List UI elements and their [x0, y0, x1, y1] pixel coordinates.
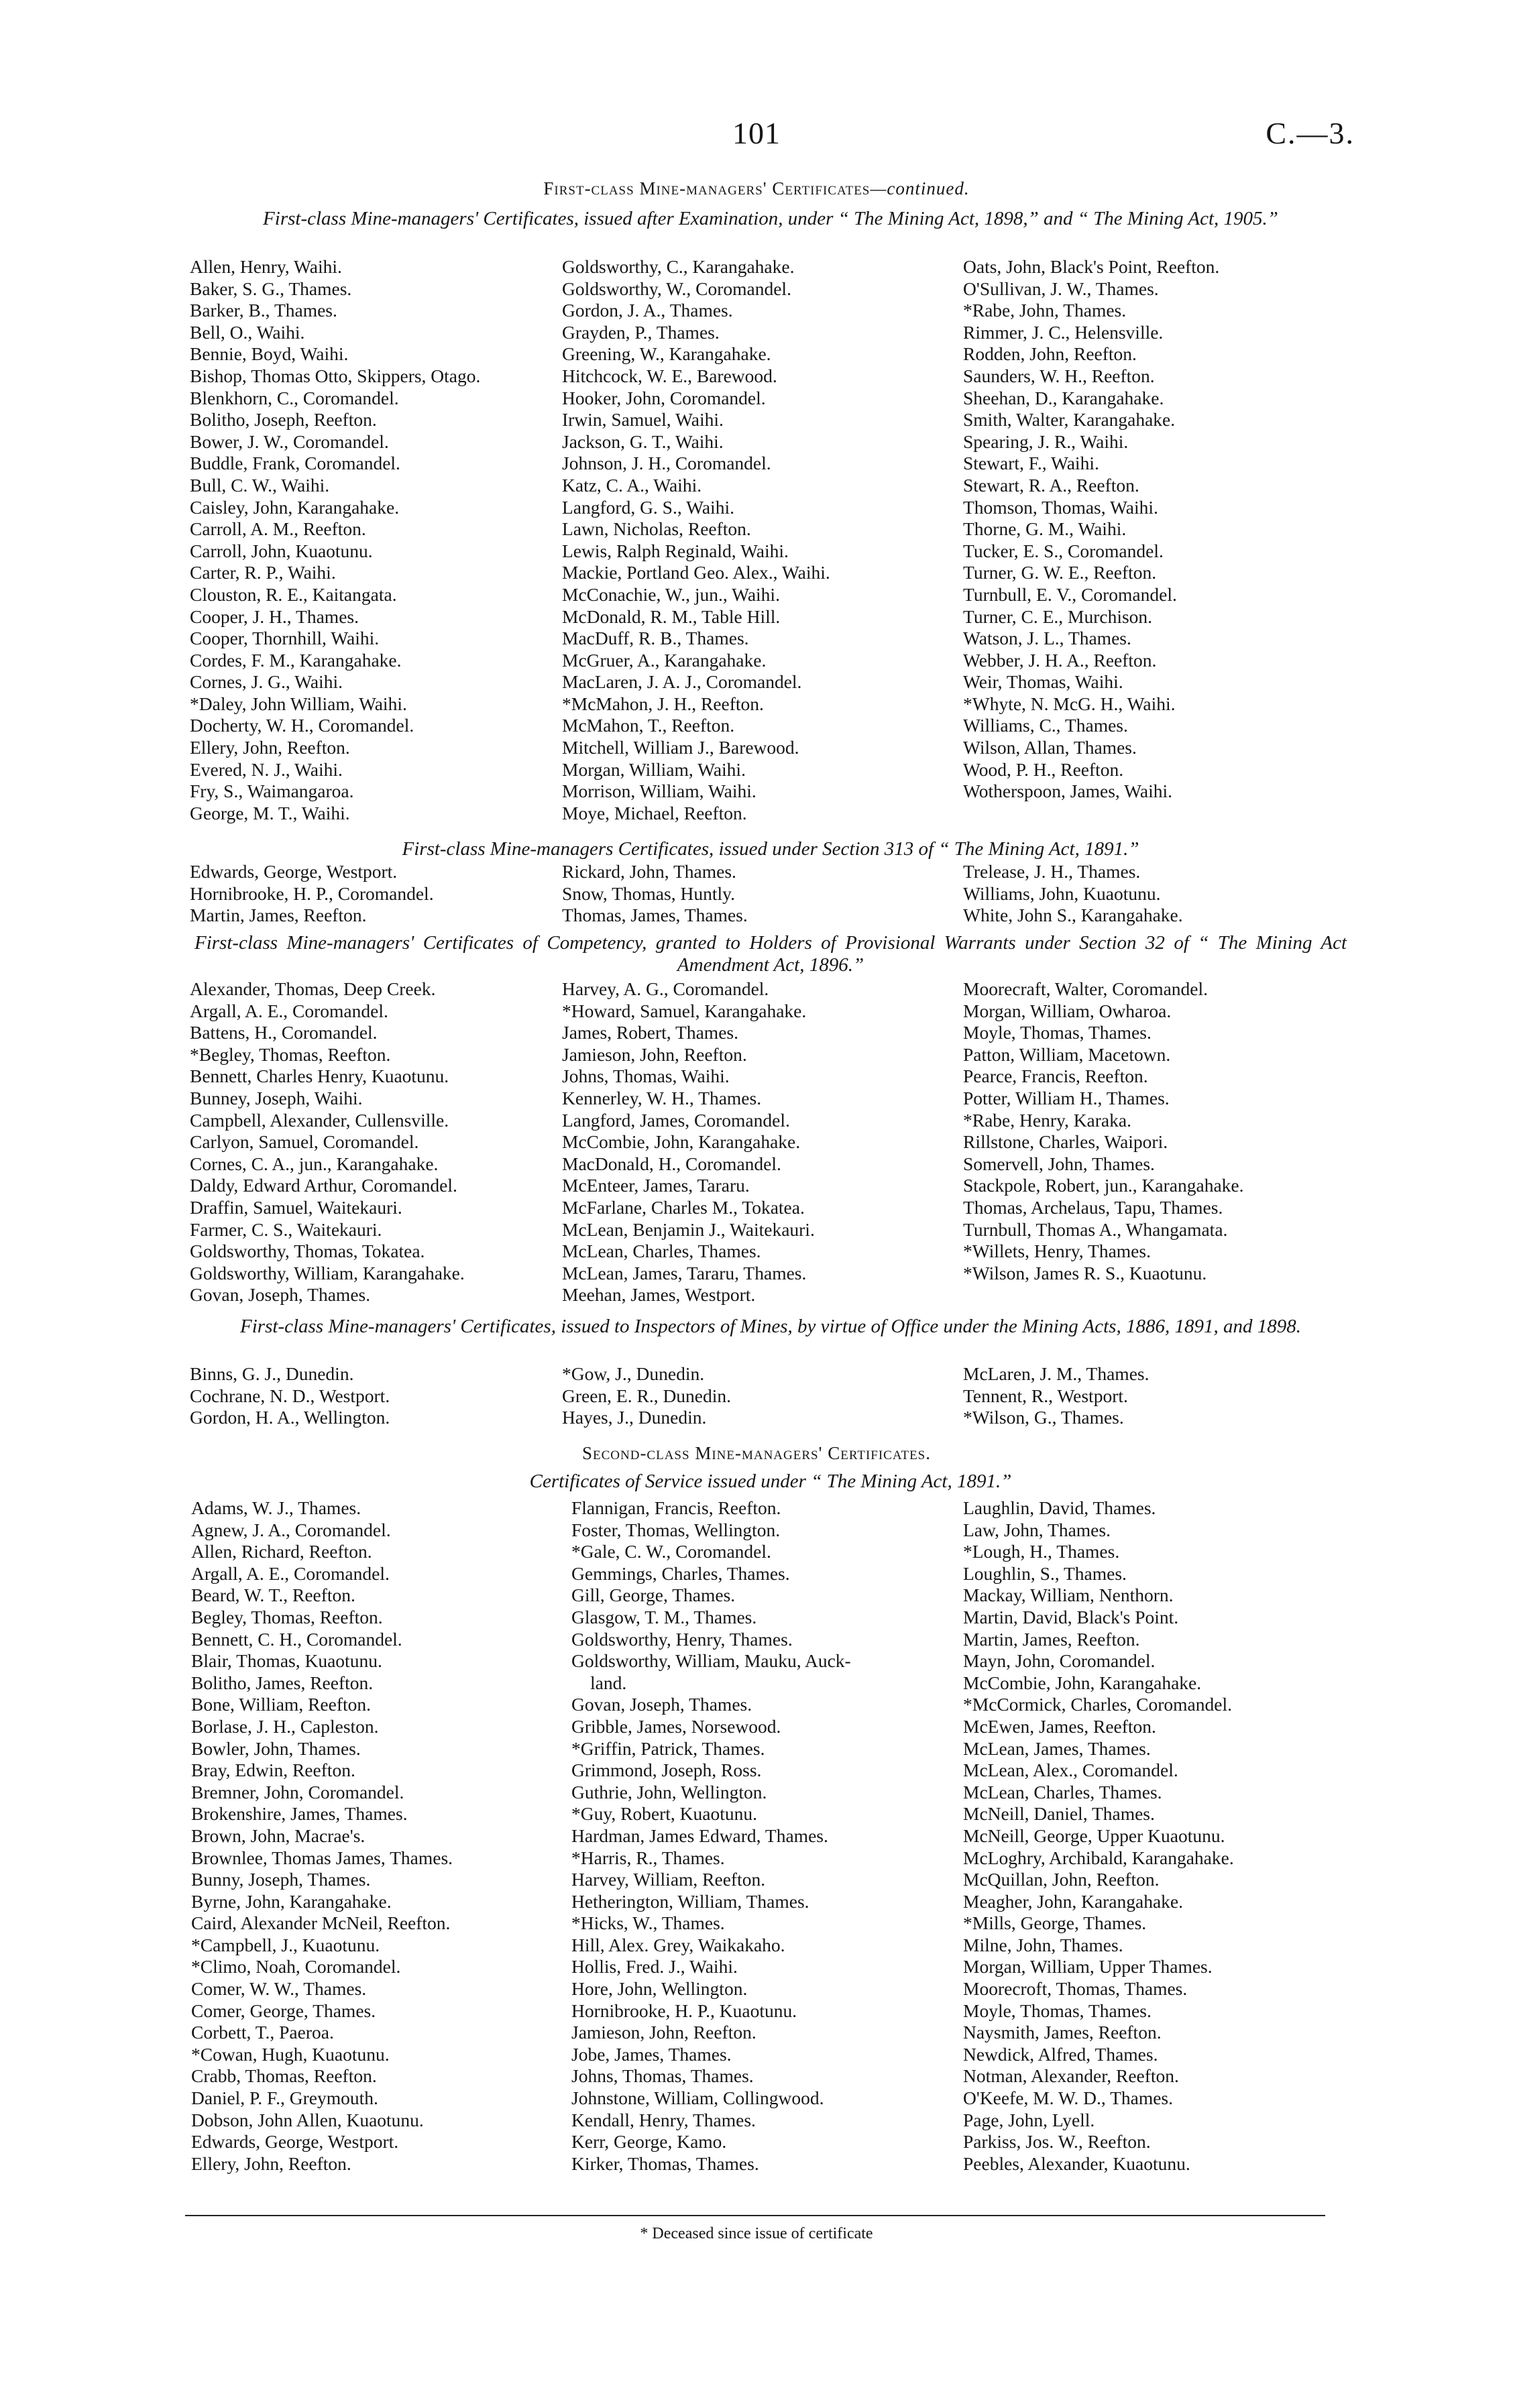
list-item: Martin, James, Reefton.: [190, 905, 367, 926]
list-item: *Rabe, Henry, Karaka.: [963, 1109, 1131, 1131]
list-item: McCombie, John, Karangahake.: [963, 1672, 1202, 1693]
list-item: Tennent, R., Westport.: [963, 1385, 1128, 1406]
list-item: Moyle, Thomas, Thames.: [963, 1022, 1152, 1043]
list-item: McLean, Alex., Coromandel.: [963, 1760, 1178, 1781]
list-item: Binns, G. J., Dunedin.: [190, 1363, 354, 1384]
section-313-column-2: [562, 861, 748, 927]
list-item: McLean, James, Tararu, Thames.: [562, 1262, 807, 1283]
list-item: Johnson, J. H., Coromandel.: [562, 453, 771, 474]
list-item: Beard, W. T., Reefton.: [191, 1585, 355, 1606]
section-title-text: First-class Mine-managers' Certificates: [543, 178, 871, 198]
list-item: Morrison, William, Waihi.: [562, 781, 756, 802]
inspectors-column-2: [562, 1363, 731, 1429]
list-item: McNeill, Daniel, Thames.: [963, 1803, 1155, 1825]
list-item: Ellery, John, Reefton.: [191, 2153, 351, 2174]
list-item: Irwin, Samuel, Waihi.: [562, 409, 724, 431]
list-item: Bremner, John, Coromandel.: [191, 1781, 404, 1802]
list-item: Oats, John, Black's Point, Reefton.: [963, 256, 1220, 277]
list-item: McGruer, A., Karangahake.: [562, 649, 767, 671]
list-item: Bennett, C. H., Coromandel.: [191, 1628, 402, 1650]
list-item: Bunny, Joseph, Thames.: [191, 1869, 371, 1890]
list-item: Stewart, R. A., Reefton.: [963, 474, 1139, 496]
list-item: Moorecraft, Walter, Coromandel.: [963, 978, 1209, 999]
list-item: *McMahon, J. H., Reefton.: [562, 693, 764, 714]
list-item: Goldsworthy, Thomas, Tokatea.: [190, 1241, 425, 1262]
page-number: 101: [732, 116, 781, 150]
subtitle-service: Certificates of Service issued under “ The Mining Act, 1891.”: [529, 1471, 1012, 1492]
list-item: Mackie, Portland Geo. Alex., Waihi.: [562, 562, 830, 583]
list-item: Moorecroft, Thomas, Thames.: [963, 1978, 1188, 2000]
list-item: Borlase, J. H., Capleston.: [191, 1715, 379, 1737]
list-item: Thomas, Archelaus, Tapu, Thames.: [963, 1196, 1223, 1218]
list-item: Goldsworthy, C., Karangahake.: [562, 256, 795, 277]
list-item: *Harris, R., Thames.: [571, 1847, 725, 1868]
list-item: McLaren, J. M., Thames.: [963, 1363, 1150, 1384]
subtitle-competency: First-class Mine-managers' Certificates of Competency, granted to Holders of Provisional Warrants under Section 32 of “ The Mining Act Amendment Act, 1896.”: [194, 932, 1347, 976]
list-item: Hooker, John, Coromandel.: [562, 387, 766, 408]
list-item: Turnbull, E. V., Coromandel.: [963, 583, 1177, 605]
list-item: McEnteer, James, Tararu.: [562, 1175, 750, 1196]
list-item: Bolitho, James, Reefton.: [191, 1672, 374, 1693]
list-item: Loughlin, S., Thames.: [963, 1562, 1127, 1584]
list-item: Hollis, Fred. J., Waihi.: [571, 1956, 738, 1977]
list-item: Webber, J. H. A., Reefton.: [963, 649, 1157, 671]
list-item: Parkiss, Jos. W., Reefton.: [963, 2131, 1151, 2153]
list-item: Comer, W. W., Thames.: [191, 1978, 367, 2000]
list-item: Goldsworthy, William, Mauku, Auck-: [571, 1650, 851, 1672]
list-item: Alexander, Thomas, Deep Creek.: [190, 978, 436, 999]
list-item: McEwen, James, Reefton.: [963, 1715, 1156, 1737]
list-item: Morgan, William, Upper Thames.: [963, 1956, 1213, 1977]
list-item: Jamieson, John, Reefton.: [571, 2022, 756, 2043]
list-item: Thomson, Thomas, Waihi.: [963, 496, 1158, 518]
list-item: Kerr, George, Kamo.: [571, 2131, 727, 2153]
list-item: Flannigan, Francis, Reefton.: [571, 1497, 781, 1518]
list-item: *Whyte, N. McG. H., Waihi.: [963, 693, 1176, 714]
list-item: Govan, Joseph, Thames.: [571, 1694, 752, 1715]
list-item: Bunney, Joseph, Waihi.: [190, 1087, 363, 1108]
list-item: Hayes, J., Dunedin.: [562, 1407, 707, 1428]
list-item: Morgan, William, Owharoa.: [963, 1000, 1172, 1021]
list-item: Bell, O., Waihi.: [190, 321, 305, 343]
list-item: Clouston, R. E., Kaitangata.: [190, 583, 397, 605]
list-item: Jamieson, John, Reefton.: [562, 1043, 747, 1065]
list-item: Trelease, J. H., Thames.: [963, 861, 1141, 882]
list-item: Meagher, John, Karangahake.: [963, 1890, 1183, 1912]
list-item: Bishop, Thomas Otto, Skippers, Otago.: [190, 365, 481, 386]
list-item: Cornes, C. A., jun., Karangahake.: [190, 1153, 439, 1174]
list-item: Bennie, Boyd, Waihi.: [190, 343, 349, 365]
list-item: Govan, Joseph, Thames.: [190, 1284, 371, 1306]
list-item: Campbell, Alexander, Cullensville.: [190, 1109, 449, 1131]
list-item: Caisley, John, Karangahake.: [190, 496, 400, 518]
list-item: Watson, J. L., Thames.: [963, 628, 1131, 649]
list-item: Gill, George, Thames.: [571, 1585, 736, 1606]
list-item: Kendall, Henry, Thames.: [571, 2109, 756, 2130]
list-item: Docherty, W. H., Coromandel.: [190, 715, 414, 736]
list-item: Baker, S. G., Thames.: [190, 278, 352, 299]
list-item: *Campbell, J., Kuaotunu.: [191, 1934, 380, 1955]
list-item: Williams, John, Kuaotunu.: [963, 882, 1161, 904]
list-item: *Cowan, Hugh, Kuaotunu.: [191, 2043, 390, 2065]
list-item: Grayden, P., Thames.: [562, 321, 720, 343]
list-item: Buddle, Frank, Coromandel.: [190, 453, 400, 474]
list-item: Draffin, Samuel, Waitekauri.: [190, 1196, 402, 1218]
list-item: Begley, Thomas, Reefton.: [191, 1606, 383, 1627]
list-item: Cooper, J. H., Thames.: [190, 606, 359, 627]
list-item: *Mills, George, Thames.: [963, 1912, 1147, 1934]
list-item: Hardman, James Edward, Thames.: [571, 1825, 828, 1846]
inspectors-column-3: [963, 1363, 1149, 1429]
list-item: Carlyon, Samuel, Coromandel.: [190, 1131, 419, 1153]
list-item: Johns, Thomas, Thames.: [571, 2065, 754, 2087]
list-item: Smith, Walter, Karangahake.: [963, 409, 1176, 431]
list-item: Potter, William H., Thames.: [963, 1087, 1170, 1108]
list-item: Carter, R. P., Waihi.: [190, 562, 336, 583]
list-item: Morgan, William, Waihi.: [562, 758, 746, 780]
list-item: Argall, A. E., Coromandel.: [190, 1000, 388, 1021]
list-item: *Howard, Samuel, Karangahake.: [562, 1000, 807, 1021]
list-item: McCombie, John, Karangahake.: [562, 1131, 801, 1153]
list-item: Bull, C. W., Waihi.: [190, 474, 330, 496]
list-item: Byrne, John, Karangahake.: [191, 1890, 392, 1912]
list-item: Law, John, Thames.: [963, 1519, 1111, 1540]
list-item: Stackpole, Robert, jun., Karangahake.: [963, 1175, 1244, 1196]
list-item: Williams, C., Thames.: [963, 715, 1128, 736]
list-item: Brown, John, Macrae's.: [191, 1825, 366, 1846]
list-item: *Rabe, John, Thames.: [963, 300, 1127, 321]
list-item: Wood, P. H., Reefton.: [963, 758, 1124, 780]
list-item: McConachie, W., jun., Waihi.: [562, 583, 780, 605]
list-item: *Begley, Thomas, Reefton.: [190, 1043, 391, 1065]
list-item: Bolitho, Joseph, Reefton.: [190, 409, 377, 431]
examination-column-1: [190, 256, 480, 824]
list-item: Edwards, George, Westport.: [190, 861, 398, 882]
list-item: Thomas, James, Thames.: [562, 905, 748, 926]
list-item: Lawn, Nicholas, Reefton.: [562, 518, 751, 540]
service-column-3: [963, 1497, 1234, 2175]
list-item: Langford, James, Coromandel.: [562, 1109, 790, 1131]
list-item: Goldsworthy, W., Coromandel.: [562, 278, 791, 299]
list-item: Laughlin, David, Thames.: [963, 1497, 1156, 1518]
list-item: Stewart, F., Waihi.: [963, 453, 1099, 474]
list-item: Cochrane, N. D., Westport.: [190, 1385, 390, 1406]
list-item: Rodden, John, Reefton.: [963, 343, 1137, 365]
list-item: Fry, S., Waimangaroa.: [190, 781, 354, 802]
list-item: Brokenshire, James, Thames.: [191, 1803, 408, 1825]
list-item: McLean, Charles, Thames.: [562, 1241, 761, 1262]
list-item: Peebles, Alexander, Kuaotunu.: [963, 2153, 1190, 2174]
list-item: George, M. T., Waihi.: [190, 802, 350, 823]
list-item: Dobson, John Allen, Kuaotunu.: [191, 2109, 424, 2130]
list-item: Cornes, J. G., Waihi.: [190, 671, 343, 693]
section-313-column-3: [963, 861, 1183, 927]
list-item: Moye, Michael, Reefton.: [562, 802, 747, 823]
list-item: Martin, James, Reefton.: [963, 1628, 1140, 1650]
subtitle-section-313: First-class Mine-managers Certificates, issued under Section 313 of “ The Mining Act, 1891.”: [402, 838, 1139, 860]
list-item: Adams, W. J., Thames.: [191, 1497, 361, 1518]
examination-column-3: [963, 256, 1219, 803]
list-item: *Willets, Henry, Thames.: [963, 1241, 1151, 1262]
list-item: Bray, Edwin, Reefton.: [191, 1760, 355, 1781]
list-item: McQuillan, John, Reefton.: [963, 1869, 1160, 1890]
list-item: Farmer, C. S., Waitekauri.: [190, 1218, 382, 1240]
list-item: Evered, N. J., Waihi.: [190, 758, 343, 780]
document-code: C.—3.: [1266, 116, 1355, 150]
list-item: Johnstone, William, Collingwood.: [571, 2087, 824, 2109]
list-item: McFarlane, Charles M., Tokatea.: [562, 1196, 805, 1218]
list-item: Bennett, Charles Henry, Kuaotunu.: [190, 1066, 449, 1087]
list-item: Mitchell, William J., Barewood.: [562, 737, 799, 758]
list-item: Spearing, J. R., Waihi.: [963, 431, 1129, 452]
list-item: Jackson, G. T., Waihi.: [562, 431, 724, 452]
list-item: Hornibrooke, H. P., Kuaotunu.: [571, 2000, 797, 2021]
footnote: * Deceased since issue of certificate: [640, 2225, 873, 2242]
list-item: Goldsworthy, William, Karangahake.: [190, 1262, 465, 1283]
service-column-2: [571, 1497, 851, 2175]
list-item: *Wilson, James R. S., Kuaotunu.: [963, 1262, 1207, 1283]
list-item: Harvey, A. G., Coromandel.: [562, 978, 769, 999]
list-item: McDonald, R. M., Table Hill.: [562, 606, 781, 627]
list-item: Rillstone, Charles, Waipori.: [963, 1131, 1168, 1153]
list-item: Notman, Alexander, Reefton.: [963, 2065, 1179, 2087]
list-item: Brownlee, Thomas James, Thames.: [191, 1847, 453, 1868]
list-item: Snow, Thomas, Huntly.: [562, 882, 735, 904]
list-item: Corbett, T., Paeroa.: [191, 2022, 334, 2043]
competency-column-2: [562, 978, 815, 1306]
list-item: *Griffin, Patrick, Thames.: [571, 1737, 765, 1759]
list-item: Page, John, Lyell.: [963, 2109, 1095, 2130]
list-item: *Guy, Robert, Kuaotunu.: [571, 1803, 758, 1825]
list-item: Barker, B., Thames.: [190, 300, 337, 321]
examination-column-2: [562, 256, 830, 824]
list-item: Ellery, John, Reefton.: [190, 737, 350, 758]
list-item: Caird, Alexander McNeil, Reefton.: [191, 1912, 451, 1934]
list-item: O'Keefe, M. W. D., Thames.: [963, 2087, 1174, 2109]
list-item: Lewis, Ralph Reginald, Waihi.: [562, 540, 789, 561]
list-item: Turnbull, Thomas A., Whangamata.: [963, 1218, 1228, 1240]
list-item: Grimmond, Joseph, Ross.: [571, 1760, 762, 1781]
section-title-second-class: Second-class Mine-managers' Certificates.: [581, 1443, 932, 1463]
list-item: Tucker, E. S., Coromandel.: [963, 540, 1164, 561]
list-item: Carroll, John, Kuaotunu.: [190, 540, 373, 561]
list-item: Blair, Thomas, Kuaotunu.: [191, 1650, 382, 1672]
footnote-divider: [185, 2215, 1325, 2216]
list-item: Rickard, John, Thames.: [562, 861, 736, 882]
list-item: Jobe, James, Thames.: [571, 2043, 732, 2065]
list-item: White, John S., Karangahake.: [963, 905, 1183, 926]
list-item: Foster, Thomas, Wellington.: [571, 1519, 781, 1540]
list-item: Cooper, Thornhill, Waihi.: [190, 628, 380, 649]
service-column-1: [191, 1497, 453, 2175]
list-item: Hornibrooke, H. P., Coromandel.: [190, 882, 434, 904]
list-item: Saunders, W. H., Reefton.: [963, 365, 1155, 386]
list-item: Martin, David, Black's Point.: [963, 1606, 1179, 1627]
list-item: Weir, Thomas, Waihi.: [963, 671, 1123, 693]
subtitle-examination: First-class Mine-managers' Certificates, issued after Examination, under “ The Mining Act, 1898,” and “ The Mining Act, 1905.”: [263, 208, 1278, 229]
list-item: Patton, William, Macetown.: [963, 1043, 1171, 1065]
list-item: Rimmer, J. C., Helensville.: [963, 321, 1164, 343]
list-item: *Gale, C. W., Coromandel.: [571, 1541, 771, 1562]
list-item: McLean, Benjamin J., Waitekauri.: [562, 1218, 815, 1240]
list-item: Agnew, J. A., Coromandel.: [191, 1519, 391, 1540]
list-item: James, Robert, Thames.: [562, 1022, 738, 1043]
inspectors-column-1: [190, 1363, 390, 1429]
competency-column-3: [963, 978, 1243, 1284]
list-item: Hetherington, William, Thames.: [571, 1890, 809, 1912]
list-item: *Daley, John William, Waihi.: [190, 693, 407, 714]
list-item: Hill, Alex. Grey, Waikakaho.: [571, 1934, 785, 1955]
list-item: Greening, W., Karangahake.: [562, 343, 771, 365]
list-item: Allen, Richard, Reefton.: [191, 1541, 372, 1562]
list-item: Turner, G. W. E., Reefton.: [963, 562, 1157, 583]
list-item: Blenkhorn, C., Coromandel.: [190, 387, 399, 408]
list-item: Hore, John, Wellington.: [571, 1978, 748, 2000]
list-item: Gordon, J. A., Thames.: [562, 300, 733, 321]
list-item: MacDonald, H., Coromandel.: [562, 1153, 781, 1174]
list-item: Johns, Thomas, Waihi.: [562, 1066, 730, 1087]
list-item: Daldy, Edward Arthur, Coromandel.: [190, 1175, 457, 1196]
list-item: *Hicks, W., Thames.: [571, 1912, 725, 1934]
section-title-first-class: [0, 178, 1513, 199]
list-item: McLean, James, Thames.: [963, 1737, 1151, 1759]
list-item: *Wilson, G., Thames.: [963, 1407, 1124, 1428]
list-item: Crabb, Thomas, Reefton.: [191, 2065, 377, 2087]
list-item: Cordes, F. M., Karangahake.: [190, 649, 402, 671]
list-item: Bone, William, Reefton.: [191, 1694, 371, 1715]
list-item: McLoghry, Archibald, Karangahake.: [963, 1847, 1234, 1868]
list-item: Kirker, Thomas, Thames.: [571, 2153, 759, 2174]
list-item: Green, E. R., Dunedin.: [562, 1385, 732, 1406]
list-item: Comer, George, Thames.: [191, 2000, 376, 2021]
list-item: Turner, C. E., Murchison.: [963, 606, 1153, 627]
list-item: McNeill, George, Upper Kuaotunu.: [963, 1825, 1225, 1846]
list-item: land.: [590, 1672, 627, 1693]
list-item: Langford, G. S., Waihi.: [562, 496, 734, 518]
list-item: Wilson, Allan, Thames.: [963, 737, 1137, 758]
list-item: McMahon, T., Reefton.: [562, 715, 735, 736]
list-item: Somervell, John, Thames.: [963, 1153, 1155, 1174]
list-item: McLean, Charles, Thames.: [963, 1781, 1162, 1802]
list-item: Gemmings, Charles, Thames.: [571, 1562, 790, 1584]
list-item: Naysmith, James, Reefton.: [963, 2022, 1162, 2043]
list-item: *Gow, J., Dunedin.: [562, 1363, 705, 1384]
list-item: Allen, Henry, Waihi.: [190, 256, 342, 277]
list-item: Harvey, William, Reefton.: [571, 1869, 766, 1890]
list-item: Mackay, William, Nenthorn.: [963, 1585, 1174, 1606]
list-item: *Lough, H., Thames.: [963, 1541, 1120, 1562]
list-item: Battens, H., Coromandel.: [190, 1022, 378, 1043]
list-item: Newdick, Alfred, Thames.: [963, 2043, 1158, 2065]
list-item: Mayn, John, Coromandel.: [963, 1650, 1156, 1672]
list-item: Pearce, Francis, Reefton.: [963, 1066, 1148, 1087]
list-item: Daniel, P. F., Greymouth.: [191, 2087, 378, 2109]
continued-label: —continued.: [870, 178, 970, 198]
list-item: *Climo, Noah, Coromandel.: [191, 1956, 401, 1977]
list-item: Carroll, A. M., Reefton.: [190, 518, 366, 540]
list-item: Katz, C. A., Waihi.: [562, 474, 702, 496]
list-item: Argall, A. E., Coromandel.: [191, 1562, 390, 1584]
section-313-column-1: [190, 861, 434, 927]
list-item: *McCormick, Charles, Coromandel.: [963, 1694, 1232, 1715]
list-item: Gordon, H. A., Wellington.: [190, 1407, 390, 1428]
list-item: MacLaren, J. A. J., Coromandel.: [562, 671, 802, 693]
list-item: Bowler, John, Thames.: [191, 1737, 361, 1759]
list-item: Sheehan, D., Karangahake.: [963, 387, 1164, 408]
list-item: Thorne, G. M., Waihi.: [963, 518, 1127, 540]
list-item: Glasgow, T. M., Thames.: [571, 1606, 757, 1627]
list-item: Moyle, Thomas, Thames.: [963, 2000, 1152, 2021]
list-item: Edwards, George, Westport.: [191, 2131, 399, 2153]
list-item: Gribble, James, Norsewood.: [571, 1715, 781, 1737]
list-item: Hitchcock, W. E., Barewood.: [562, 365, 777, 386]
list-item: Wotherspoon, James, Waihi.: [963, 781, 1173, 802]
list-item: O'Sullivan, J. W., Thames.: [963, 278, 1159, 299]
list-item: Bower, J. W., Coromandel.: [190, 431, 389, 452]
list-item: Milne, John, Thames.: [963, 1934, 1123, 1955]
list-item: Meehan, James, Westport.: [562, 1284, 756, 1306]
subtitle-inspectors: First-class Mine-managers' Certificates, issued to Inspectors of Mines, by virtue of Office under the Mining Acts, 1886, 1891, and 1898.: [240, 1316, 1301, 1337]
list-item: MacDuff, R. B., Thames.: [562, 628, 749, 649]
list-item: Goldsworthy, Henry, Thames.: [571, 1628, 793, 1650]
competency-column-1: [190, 978, 465, 1306]
list-item: Kennerley, W. H., Thames.: [562, 1087, 762, 1108]
list-item: Guthrie, John, Wellington.: [571, 1781, 767, 1802]
